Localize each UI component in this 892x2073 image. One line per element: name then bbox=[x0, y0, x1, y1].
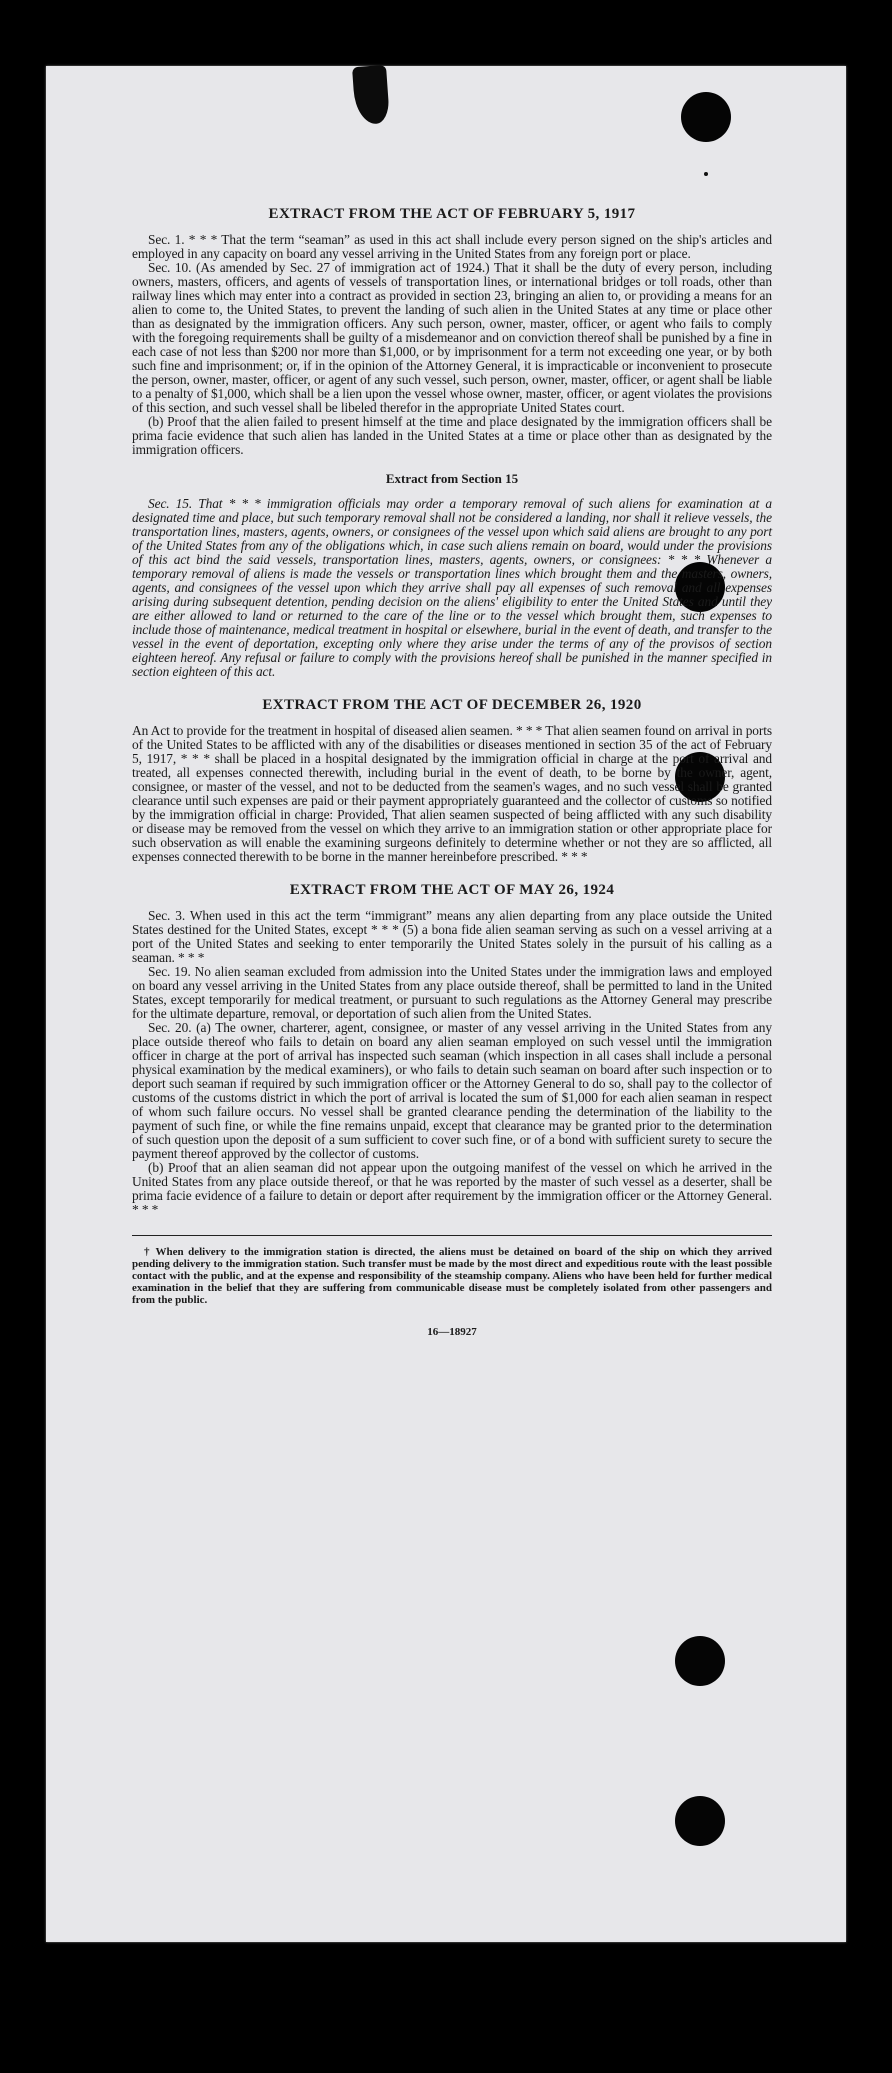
paragraph-sec-19: Sec. 19. No alien seaman excluded from admission into the United States under the immigration laws and employed on board any vessel arriving in the United States from any place outside thereof, shall be permitted to land in the United States, except temporarily for medical treatment, or pursuant to such regulations as the Attorney General may prescribe for the ultimate departure, removal, or deportation of such alien from the United States. bbox=[132, 964, 772, 1021]
paragraph-sec-20-b: (b) Proof that an alien seaman did not appear upon the outgoing manifest of the vessel on which he arrived in the United States from any place outside thereof, or that he was reported by the master of such vessel as a deserter, shall be prima facie evidence of a failure to detain or deport after requirement by the immigration officer or the Attorney General. * * * bbox=[132, 1160, 772, 1217]
punch-hole bbox=[681, 92, 731, 142]
footnote-divider bbox=[132, 1235, 772, 1236]
section-heading-may-1924: EXTRACT FROM THE ACT OF MAY 26, 1924 bbox=[289, 882, 615, 898]
footnote: † When delivery to the immigration station is directed, the aliens must be detained on board of the ship on which they arrived pending delivery to the immigration station. Such transfer must be made by the most direct and expeditious route with the least possible contact with the public, and at the expense and responsibility of the steamship company. Aliens who have been held for further medical examination in the belief that they are suffering from communicable disease must be completely isolated from other passengers and from the public. bbox=[132, 1246, 772, 1306]
paragraph-sec-20-a: Sec. 20. (a) The owner, charterer, agent, consignee, or master of any vessel arriving in the United States from any place outside thereof who fails to detain on board any alien seaman employed on such vessel until the immigration officer in charge at the port of arrival has inspected such seaman (which inspection in all cases shall include a personal physical examination by the medical examiners), or who fails to detain such seaman on board after such inspection or to deport such seaman if required by such immigration officer or the Attorney General to do so, shall pay to the collector of customs of the customs district in which the port of arrival is located the sum of $1,000 for each alien seaman in respect of whom such failure occurs. No vessel shall be granted clearance pending the determination of the liability to the payment of such fine, or while the fine remains unpaid, except that clearance may be granted prior to the determination of such question upon the deposit of a sum sufficient to cover such fine, or of a bond with sufficient surety to secure the payment thereof approved by the collector of customs. bbox=[132, 1020, 772, 1161]
document-page bbox=[46, 66, 846, 1942]
section-heading-dec-1920: EXTRACT FROM THE ACT OF DECEMBER 26, 1920 bbox=[262, 697, 642, 713]
paragraph-act-1920: An Act to provide for the treatment in hospital of diseased alien seamen. * * * That alien seamen found on arrival in ports of the United States to be afflicted with any of the disabilities or diseases mentioned in section 35 of the act of February 5, 1917, * * * shall be placed in a hospital designated by the immigration official in charge at the port of arrival and treated, all expenses connected therewith, including burial in the event of death, to be borne by the owner, agent, consignee, or master of the vessel, and not to be deducted from the seamen's wages, and no such vessel shall be granted clearance until such expenses are paid or their payment appropriately guaranteed and the collector of customs so notified by the immigration official in charge: Provided, That alien seamen suspected of being afflicted with any such disability or disease may be removed from the vessel on which they arrive to an immigration station or other appropriate place for such observation as will enable the examining surgeons definitely to determine whether or not they are so afflicted, all expenses connected therewith to be borne in the manner hereinbefore prescribed. * * * bbox=[132, 723, 772, 864]
section-heading-section-15: Extract from Section 15 bbox=[385, 471, 519, 486]
punch-hole bbox=[675, 1796, 725, 1846]
paragraph-sec-1: Sec. 1. * * * That the term “seaman” as used in this act shall include every person signed on the ship's articles and employed in any capacity on board any vessel arriving in the United States from any foreign port or place. bbox=[132, 232, 772, 261]
punch-hole bbox=[675, 1636, 725, 1686]
speck bbox=[704, 172, 708, 176]
paragraph-sec-10: Sec. 10. (As amended by Sec. 27 of immigration act of 1924.) That it shall be the duty of every person, including owners, masters, officers, and agents of vessels of transportation lines, or international bridges or toll roads, other than railway lines which may enter into a contract as provided in section 23, bringing an alien to, or providing a means for an alien to come to, the United States, to prevent the landing of such alien in the United States at any time or place other than as designated by the immigration officers. Any such person, owner, master, officer, or agent who fails to comply with the foregoing requirements shall be guilty of a misdemeanor and on conviction thereof shall be punished by a fine in each case of not less than $200 nor more than $1,000, or by imprisonment for a term not exceeding one year, or by both such fine and imprisonment; or, if in the opinion of the Attorney General, it is impracticable or inconvenient to prosecute the person, owner, master, officer, or agent of any such vessel, such person, owner, master, officer, or agent shall be liable to a penalty of $1,000, which shall be a lien upon the vessel whose owner, master, officer, or agent violates the provisions of this section, and such vessel shall be libeled therefor in the appropriate United States court. bbox=[132, 260, 772, 415]
document-content bbox=[132, 206, 772, 1338]
section-heading-feb-1917: EXTRACT FROM THE ACT OF FEBRUARY 5, 1917 bbox=[268, 206, 636, 222]
paragraph-sec-3: Sec. 3. When used in this act the term “immigrant” means any alien departing from any place outside the United States destined for the United States, except * * * (5) a bona fide alien seaman serving as such on a vessel arriving at a port of the United States and seeking to enter temporarily the United States solely in the pursuit of his calling as a seaman. * * * bbox=[132, 908, 772, 965]
paragraph-sec-15: Sec. 15. That * * * immigration officials may order a temporary removal of such aliens for examination at a designated time and place, but such temporary removal shall not be considered a landing, nor shall it relieve vessels, the transportation lines, masters, agents, owners, or consignees of the vessel upon which said aliens are brought to any port of the United States from any of the obligations which, in case such aliens remain on board, would under the provisions of this act bind the said vessels, transportation lines, masters, agents, owners, or consignees: * * * Whenever a temporary removal of aliens is made the vessels or transportation lines which brought them and the masters, owners, agents, and consignees of the vessel upon which they arrive shall pay all expenses of such removal and all expenses arising during subsequent detention, pending decision on the aliens' eligibility to enter the United States and until they are either allowed to land or returned to the care of the line or to the vessel which brought them, such expenses to include those of maintenance, medical treatment in hospital or elsewhere, burial in the event of death, and transfer to the vessel in the event of deportation, excepting only where they arise under the terms of any of the provisos of section eighteen hereof. Any refusal or failure to comply with the provisions hereof shall be punished in the manner specified in section eighteen of this act. bbox=[132, 496, 772, 679]
paragraph-sec-10-b: (b) Proof that the alien failed to present himself at the time and place designated by the immigration officers shall be prima facie evidence that such alien has landed in the United States at a time or place other than as designated by the immigration officers. bbox=[132, 414, 772, 457]
ink-smudge bbox=[352, 65, 390, 125]
form-number: 16—18927 bbox=[427, 1326, 477, 1338]
